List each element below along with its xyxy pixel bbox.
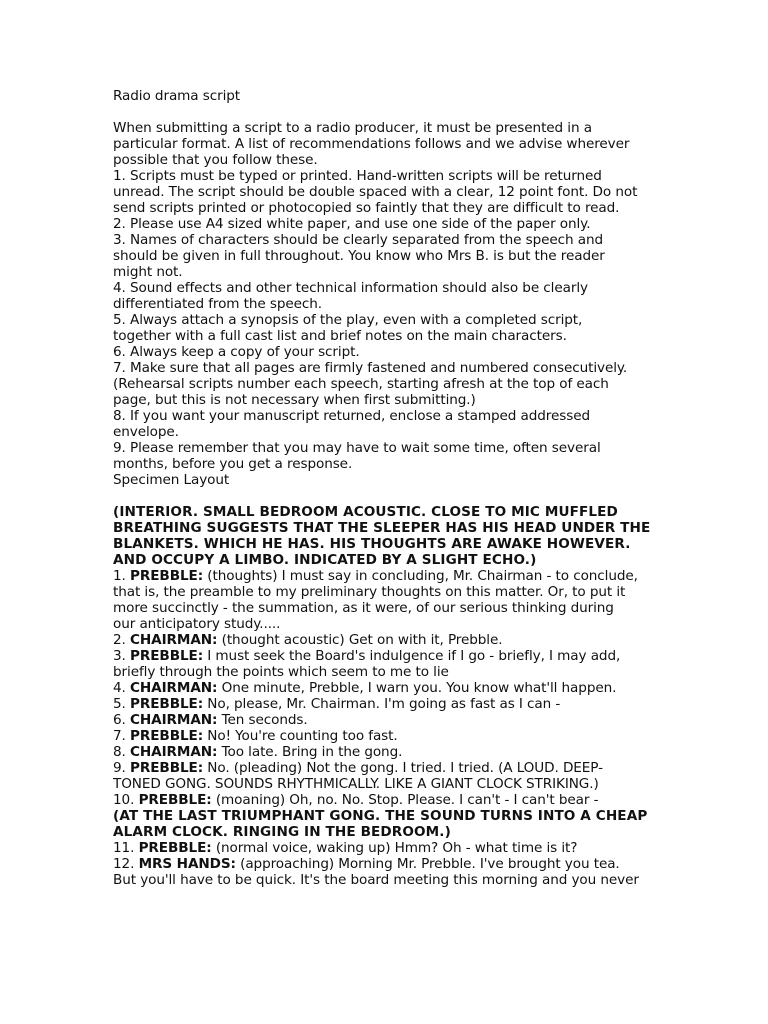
speech-number: 6. (113, 712, 126, 728)
speech-block (113, 840, 661, 888)
speech-line (113, 648, 661, 664)
speaker-name: PREBBLE: (130, 568, 204, 584)
stage-direction-line: (AT THE LAST TRIUMPHANT GONG. THE SOUND TURNS INTO A CHEAP (113, 808, 648, 824)
stage-direction-line: ALARM CLOCK. RINGING IN THE BEDROOM.) (113, 824, 451, 840)
speech-text: Ten seconds. (221, 712, 308, 728)
speech-number: 5. (113, 696, 126, 712)
speech-text: One minute, Prebble, I warn you. You know what'll happen. (221, 680, 617, 696)
speech-text: (approaching) Morning Mr. Prebble. I've brought you tea. (240, 856, 620, 872)
speaker-name: CHAIRMAN: (130, 712, 218, 728)
speech-continuation-line: But you'll have to be quick. It's the board meeting this morning and you never (113, 872, 639, 888)
speech-text: (thoughts) I must say in concluding, Mr. Chairman - to conclude, (207, 568, 638, 584)
speech-line (113, 760, 661, 776)
speech-line (113, 744, 661, 760)
speech-number: 7. (113, 728, 126, 744)
rule-line: differentiated from the speech. (113, 296, 323, 312)
speech-number: 11. (113, 840, 135, 856)
speech-line (113, 856, 661, 872)
speech-line (113, 568, 661, 584)
intro-line: particular format. A list of recommendations follows and we advise wherever (113, 136, 630, 152)
rule-line: 8. If you want your manuscript returned, enclose a stamped addressed (113, 408, 590, 424)
rule-line: unread. The script should be double spaced with a clear, 12 point font. Do not (113, 184, 638, 200)
speech-line (113, 680, 661, 696)
intro-line: When submitting a script to a radio producer, it must be presented in a (113, 120, 592, 136)
rules-list (113, 168, 661, 472)
speech-text: No, please, Mr. Chairman. I'm going as fast as I can - (207, 696, 561, 712)
rule-line: 5. Always attach a synopsis of the play, even with a completed script, (113, 312, 583, 328)
rule-line: (Rehearsal scripts number each speech, starting afresh at the top of each (113, 376, 609, 392)
speech-number: 2. (113, 632, 126, 648)
speech-line (113, 712, 661, 728)
stage-direction-line: BREATHING SUGGESTS THAT THE SLEEPER HAS HIS HEAD UNDER THE (113, 520, 651, 536)
speech-line (113, 632, 661, 648)
stage-direction-line: (INTERIOR. SMALL BEDROOM ACOUSTIC. CLOSE TO MIC MUFFLED (113, 504, 618, 520)
intro-line: possible that you follow these. (113, 152, 318, 168)
speech-text: No! You're counting too fast. (207, 728, 398, 744)
speech-number: 1. (113, 568, 126, 584)
speaker-name: MRS HANDS: (138, 856, 236, 872)
document-title: Radio drama script (113, 88, 241, 104)
speaker-name: PREBBLE: (138, 792, 212, 808)
rule-line: 4. Sound effects and other technical information should also be clearly (113, 280, 588, 296)
speech-number: 12. (113, 856, 135, 872)
rule-line: page, but this is not necessary when first submitting.) (113, 392, 476, 408)
stage-direction-line: AND OCCUPY A LIMBO. INDICATED BY A SLIGHT ECHO.) (113, 552, 537, 568)
speech-text: (normal voice, waking up) Hmm? Oh - what time is it? (215, 840, 578, 856)
rule-line: envelope. (113, 424, 179, 440)
specimen-heading: Specimen Layout (113, 472, 230, 488)
rule-line: send scripts printed or photocopied so faintly that they are difficult to read. (113, 200, 620, 216)
speech-text: (moaning) Oh, no. No. Stop. Please. I can't - I can't bear - (215, 792, 599, 808)
intro-paragraph (113, 120, 661, 168)
rule-line: 6. Always keep a copy of your script. (113, 344, 360, 360)
document-page (113, 88, 661, 888)
speech-text: (thought acoustic) Get on with it, Prebble. (221, 632, 503, 648)
speech-continuation-line: more succinctly - the summation, as it were, of our serious thinking during (113, 600, 614, 616)
speech-block (113, 568, 661, 808)
speaker-name: PREBBLE: (130, 728, 204, 744)
speech-continuation-line: that is, the preamble to my preliminary thoughts on this matter. Or, to put it (113, 584, 626, 600)
speaker-name: CHAIRMAN: (130, 632, 218, 648)
stage-direction (113, 808, 661, 840)
speech-number: 8. (113, 744, 126, 760)
rule-line: might not. (113, 264, 183, 280)
rule-line: 9. Please remember that you may have to wait some time, often several (113, 440, 601, 456)
rule-line: months, before you get a response. (113, 456, 353, 472)
rule-line: 1. Scripts must be typed or printed. Hand-written scripts will be returned (113, 168, 602, 184)
rule-line: 7. Make sure that all pages are firmly fastened and numbered consecutively. (113, 360, 628, 376)
rule-line: 3. Names of characters should be clearly separated from the speech and (113, 232, 604, 248)
speech-number: 4. (113, 680, 126, 696)
speaker-name: CHAIRMAN: (130, 744, 218, 760)
speech-continuation-line: our anticipatory study..... (113, 616, 281, 632)
speaker-name: PREBBLE: (138, 840, 212, 856)
rule-line: 2. Please use A4 sized white paper, and use one side of the paper only. (113, 216, 591, 232)
speaker-name: PREBBLE: (130, 648, 204, 664)
speech-text: I must seek the Board's indulgence if I go - briefly, I may add, (207, 648, 621, 664)
speech-continuation-line: briefly through the points which seem to me to lie (113, 664, 449, 680)
stage-direction (113, 504, 661, 568)
speech-continuation-line: TONED GONG. SOUNDS RHYTHMICALLY. LIKE A GIANT CLOCK STRIKING.) (113, 776, 599, 792)
rule-line: should be given in full throughout. You know who Mrs B. is but the reader (113, 248, 605, 264)
speaker-name: CHAIRMAN: (130, 680, 218, 696)
speech-number: 3. (113, 648, 126, 664)
speaker-name: PREBBLE: (130, 760, 204, 776)
speech-line (113, 696, 661, 712)
stage-direction-line: BLANKETS. WHICH HE HAS. HIS THOUGHTS ARE AWAKE HOWEVER. (113, 536, 631, 552)
spacer (113, 488, 661, 504)
speech-number: 9. (113, 760, 126, 776)
speech-line (113, 792, 661, 808)
speech-line (113, 840, 661, 856)
speech-text: No. (pleading) Not the gong. I tried. I tried. (A LOUD. DEEP- (207, 760, 603, 776)
speaker-name: PREBBLE: (130, 696, 204, 712)
speech-number: 10. (113, 792, 135, 808)
speech-text: Too late. Bring in the gong. (221, 744, 403, 760)
speech-line (113, 728, 661, 744)
rule-line: together with a full cast list and brief notes on the main characters. (113, 328, 567, 344)
